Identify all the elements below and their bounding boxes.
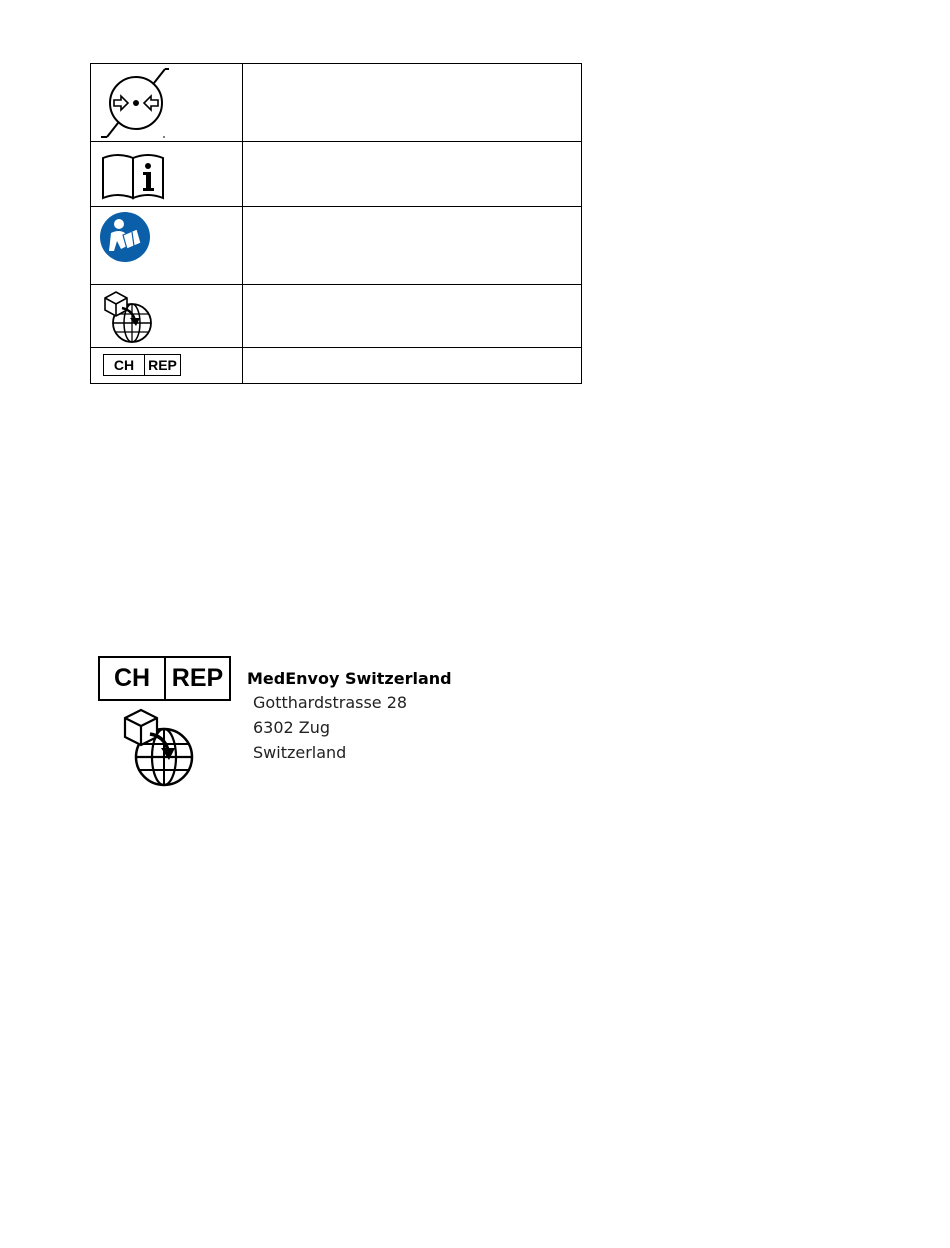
table-row: [91, 348, 582, 384]
table-row: [91, 285, 582, 348]
description-cell: [243, 207, 582, 285]
icon-cell: [91, 64, 243, 142]
table-row: [91, 207, 582, 285]
rep-label: REP: [171, 664, 224, 692]
rep-label: REP: [148, 357, 177, 373]
icon-cell: [91, 207, 243, 285]
symbols-table: [90, 63, 582, 384]
address-line: Gotthardstrasse 28: [253, 693, 408, 712]
icon-cell: [91, 285, 243, 348]
ch-rep-symbol: [98, 656, 231, 701]
consult-instructions-icon: [100, 152, 170, 202]
ch-label: CH: [100, 658, 166, 699]
table-row: [91, 64, 582, 142]
sterile-barrier-icon: [99, 64, 179, 140]
table-row: [91, 142, 582, 207]
description-cell: [243, 142, 582, 207]
importer-icon: [102, 288, 158, 344]
address-line: 6302 Zug: [253, 718, 331, 737]
icon-cell: [91, 348, 243, 384]
ch-label: CH: [104, 355, 145, 375]
address-line: Switzerland: [253, 743, 347, 762]
description-cell: [243, 285, 582, 348]
icon-cell: [91, 142, 243, 207]
importer-icon: [120, 706, 202, 788]
company-name: MedEnvoy Switzerland: [247, 669, 452, 688]
representative-address: [247, 668, 452, 765]
read-manual-mandatory-icon: [99, 211, 151, 263]
ch-rep-icon: [103, 354, 181, 376]
description-cell: [243, 348, 582, 384]
description-cell: [243, 64, 582, 142]
